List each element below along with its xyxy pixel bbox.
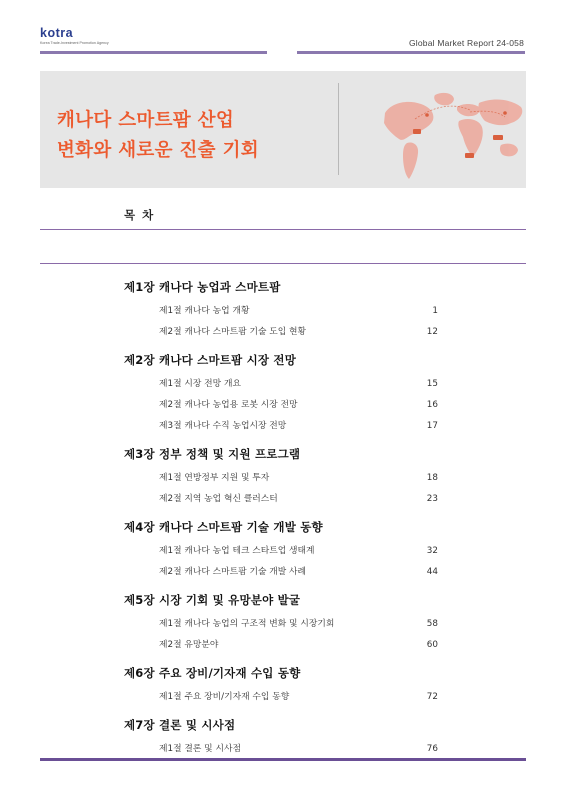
toc-section-row[interactable]	[124, 468, 438, 489]
section-title: 제2절 지역 농업 혁신 클러스터	[159, 494, 278, 504]
section-title: 제1절 캐나다 농업 개황	[159, 306, 250, 316]
report-title-line2: 변화와 새로운 진출 기회	[57, 140, 259, 161]
section-title: 제1절 주요 장비/기자재 수입 동향	[159, 692, 290, 702]
section-title: 제1절 시장 전망 개요	[159, 379, 241, 389]
toc-chapter	[124, 279, 438, 343]
table-of-contents	[124, 279, 438, 760]
section-page-number: 60	[426, 640, 438, 650]
section-page-number: 72	[426, 692, 438, 702]
map-north-america	[384, 102, 433, 140]
toc-divider-bottom	[40, 263, 526, 264]
chapter-title[interactable]: 제7장 결론 및 시사점	[124, 718, 236, 732]
section-page-number: 17	[426, 421, 438, 431]
toc-chapter	[124, 446, 438, 510]
cargo-box-2	[493, 135, 503, 140]
toc-section-row[interactable]	[124, 395, 438, 416]
chapter-title[interactable]: 제3장 정부 정책 및 지원 프로그램	[124, 447, 301, 461]
footer-bar	[40, 758, 526, 761]
section-page-number: 15	[426, 379, 438, 389]
cargo-box-3	[465, 153, 474, 158]
section-page-number: 44	[426, 567, 438, 577]
chapter-title[interactable]: 제4장 캐나다 스마트팜 기술 개발 동향	[124, 520, 323, 534]
toc-section-row[interactable]	[124, 562, 438, 583]
section-title: 제1절 캐나다 농업 테크 스타트업 생태계	[159, 546, 315, 556]
toc-heading: 목차	[124, 208, 161, 222]
map-south-america	[403, 142, 418, 179]
toc-section-row[interactable]	[124, 614, 438, 635]
section-page-number: 16	[426, 400, 438, 410]
kotra-logo	[40, 27, 110, 45]
toc-section-row[interactable]	[124, 489, 438, 510]
world-map-graphic	[355, 79, 525, 183]
toc-section-row[interactable]	[124, 322, 438, 343]
section-title: 제2절 유망분야	[159, 640, 219, 650]
section-page-number: 32	[426, 546, 438, 556]
toc-chapter	[124, 665, 438, 708]
header-bar-right	[297, 51, 525, 54]
section-title: 제1절 결론 및 시사점	[159, 744, 241, 754]
section-page-number: 12	[426, 327, 438, 337]
logo-subtext: Korea Trade-Investment Promotion Agency	[40, 41, 109, 45]
map-asia	[478, 100, 522, 126]
cargo-box-1	[413, 129, 421, 134]
report-id: Global Market Report 24-058	[408, 38, 524, 48]
header-bar-left	[40, 51, 267, 54]
map-europe	[457, 104, 480, 116]
banner-divider	[338, 83, 339, 175]
map-australia	[500, 144, 518, 157]
section-title: 제1절 연방정부 지원 및 투자	[159, 473, 270, 483]
map-africa	[458, 119, 482, 157]
report-title	[57, 106, 259, 166]
toc-chapter	[124, 519, 438, 583]
chapter-title[interactable]: 제6장 주요 장비/기자재 수입 동향	[124, 666, 301, 680]
section-page-number: 76	[426, 744, 438, 754]
toc-section-row[interactable]	[124, 416, 438, 437]
section-title: 제1절 캐나다 농업의 구조적 변화 및 시장기회	[159, 619, 335, 629]
section-page-number: 23	[426, 494, 438, 504]
toc-chapter	[124, 717, 438, 760]
chapter-title[interactable]: 제1장 캐나다 농업과 스마트팜	[124, 280, 281, 294]
map-greenland	[434, 93, 454, 105]
section-page-number: 1	[432, 306, 438, 316]
toc-section-row[interactable]	[124, 374, 438, 395]
logo-text: kotra	[40, 26, 74, 40]
marker-dot-1	[425, 113, 429, 117]
chapter-title[interactable]: 제2장 캐나다 스마트팜 시장 전망	[124, 353, 297, 367]
toc-section-row[interactable]	[124, 687, 438, 708]
section-title: 제2절 캐나다 스마트팜 기술 도입 현황	[159, 327, 307, 337]
toc-divider-top	[40, 229, 526, 230]
section-title: 제2절 캐나다 스마트팜 기술 개발 사례	[159, 567, 307, 577]
toc-section-row[interactable]	[124, 541, 438, 562]
toc-chapter	[124, 592, 438, 656]
chapter-title[interactable]: 제5장 시장 기회 및 유망분야 발굴	[124, 593, 301, 607]
toc-chapter	[124, 352, 438, 437]
report-title-line1: 캐나다 스마트팜 산업	[57, 110, 235, 131]
marker-dot-2	[503, 111, 507, 115]
toc-section-row[interactable]	[124, 301, 438, 322]
toc-section-row[interactable]	[124, 635, 438, 656]
section-page-number: 18	[426, 473, 438, 483]
section-title: 제2절 캐나다 농업용 로봇 시장 전망	[159, 400, 298, 410]
toc-section-row[interactable]	[124, 739, 438, 760]
title-banner	[40, 71, 526, 188]
section-title: 제3절 캐나다 수직 농업시장 전망	[159, 421, 287, 431]
section-page-number: 58	[426, 619, 438, 629]
